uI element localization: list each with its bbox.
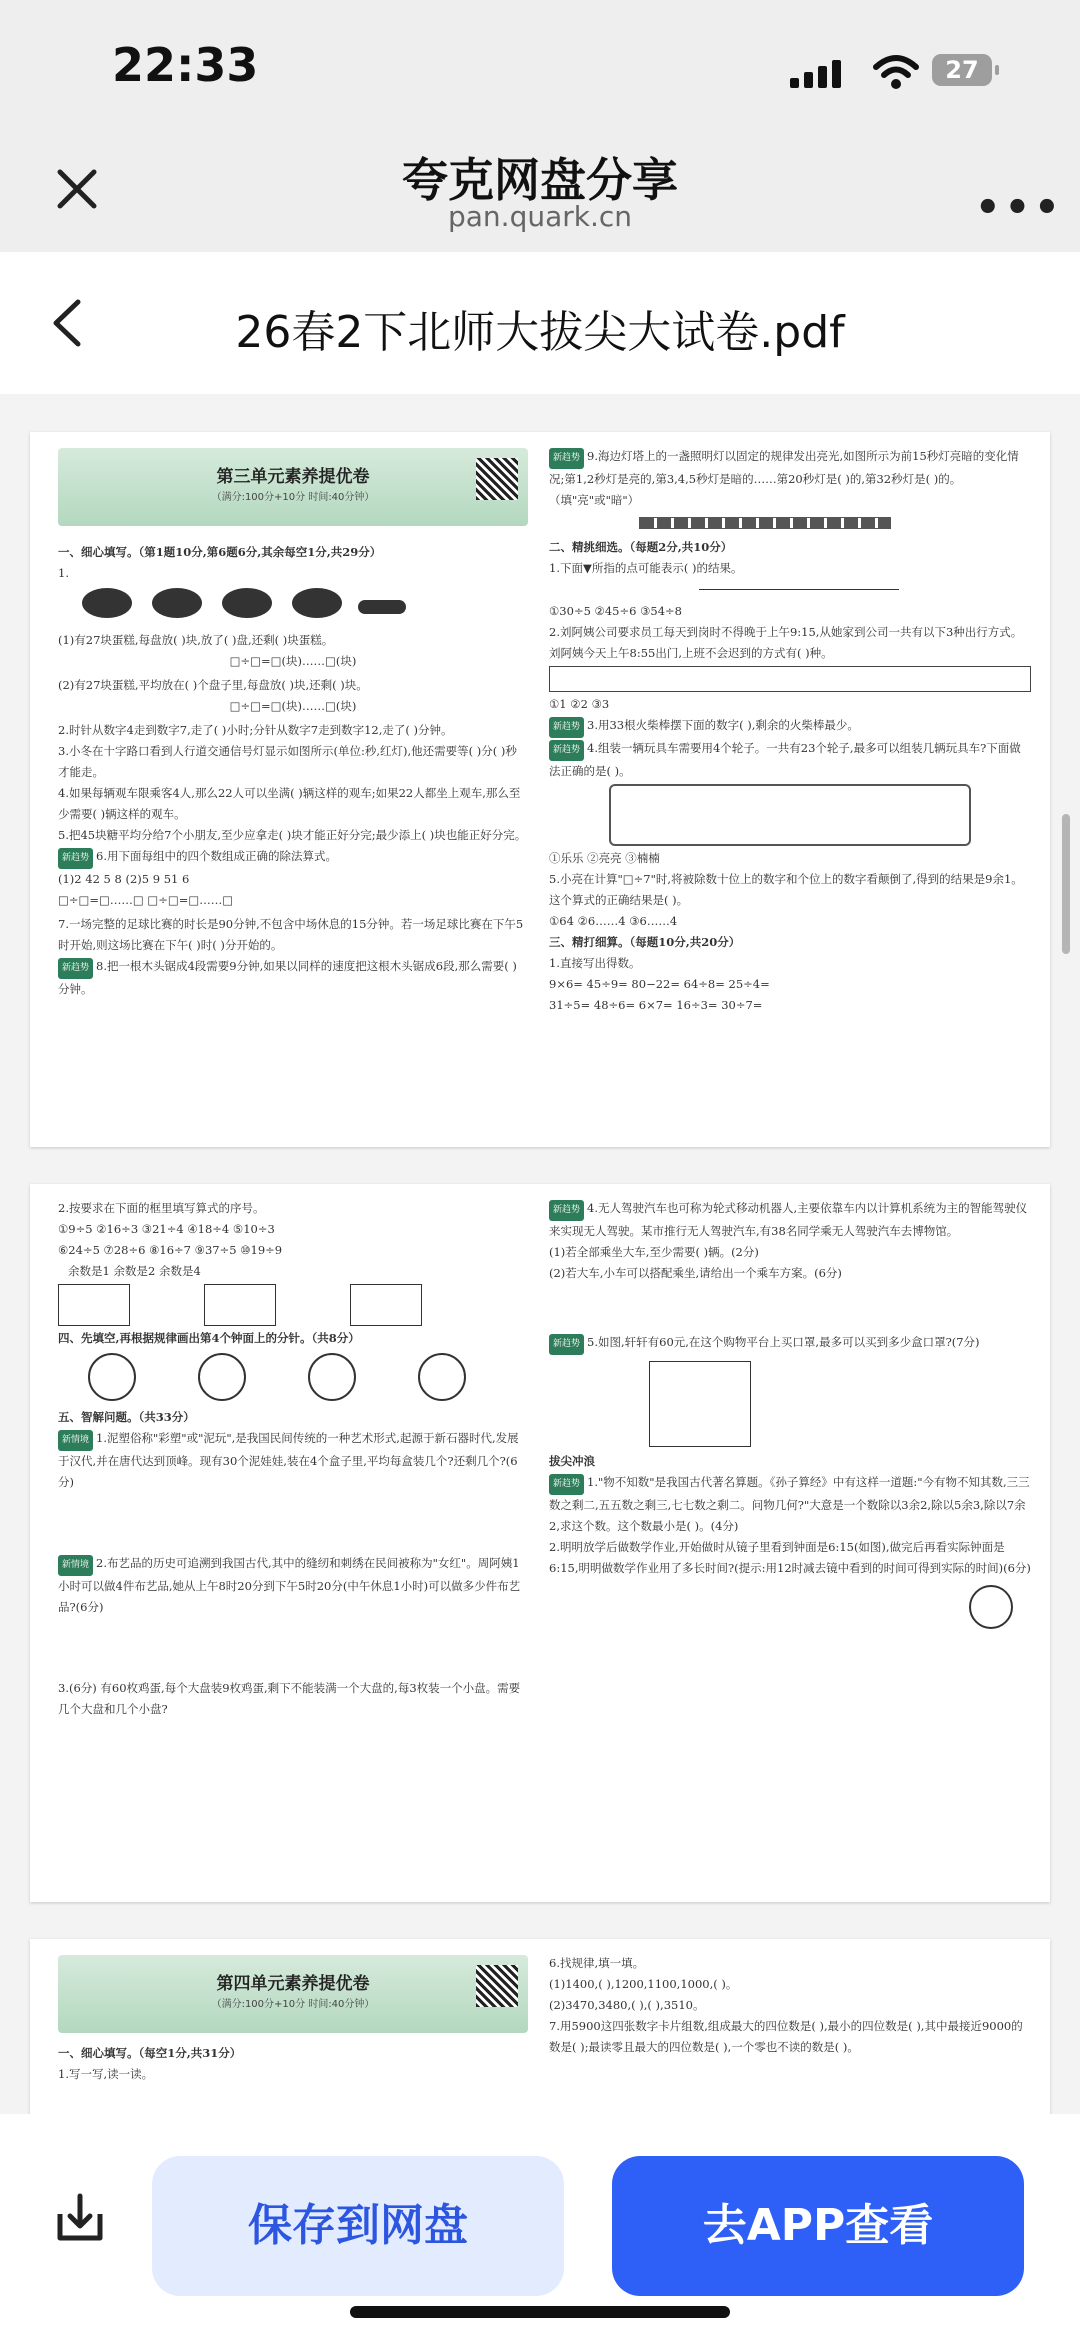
arithmetic-row: 31÷5= 48÷6= 6×7= 16÷3= 30÷7= — [549, 998, 763, 1012]
section-heading: 拔尖冲浪 — [549, 1454, 595, 1468]
question-list — [549, 446, 1031, 1016]
download-icon[interactable] — [52, 2190, 108, 2246]
page-banner — [58, 1955, 528, 2033]
tag-badge: 新情境 — [58, 1430, 93, 1451]
tag-badge: 新趋势 — [549, 1200, 584, 1221]
question: 5.把45块糖平均分给7个小朋友,至少应拿走( )块才能正好分完;最少添上( )块也能正好分完。 — [58, 828, 527, 842]
section-heading: 一、细心填写。（每空1分,共31分） — [58, 2046, 242, 2060]
section-heading: 二、精挑细选。（每题2分,共10分） — [549, 540, 733, 554]
question: 7.一场完整的足球比赛的时长是90分钟,不包含中场休息的15分钟。若一场足球比赛在下午5时开始,则这场比赛在下午( )时( )分开始的。 — [58, 917, 524, 952]
banner-title: 第四单元素养提优卷 — [216, 1974, 370, 1994]
equation-boxes: □÷□=□(块)……□(块) — [229, 654, 357, 668]
question: 新趋势 4.无人驾驶汽车也可称为轮式移动机器人,主要依靠车内以计算机系统为主的智能驾驶仪来实现无人驾驶。某市推行无人驾驶汽车,有38名同学乘无人驾驶汽车去博物馆。 — [549, 1201, 1028, 1238]
page-right-column — [545, 1184, 1050, 1902]
more-icon[interactable]: ••• — [975, 185, 1064, 231]
page-right-column — [545, 1939, 1050, 2114]
question: 2.时针从数字4走到数字7,走了( )小时;分针从数字7走到数字12,走了( )分钟。 — [58, 723, 453, 737]
question: 4.如果每辆观车限乘客4人,那么22人可以坐满( )辆这样的观车;如果22人都坐上观车,那么至少需要( )辆这样的观车。 — [58, 786, 521, 821]
tag-badge: 新趋势 — [58, 958, 93, 979]
question: 新趋势 9.海边灯塔上的一盏照明灯以固定的规律发出亮光,如图所示为前15秒灯亮暗的变化情况;第1,2秒灯是亮的,第3,4,5秒灯是暗的……第20秒灯是( )的,第32秒灯是( )的。（填"亮"或"暗"） — [549, 449, 1019, 507]
question: (2)3470,3480,( ),( ),3510。 — [549, 1998, 705, 2012]
page-left-column — [30, 1939, 535, 2114]
signal-icon — [790, 60, 846, 88]
section-heading: 一、细心填写。（第1题10分,第6题6分,其余每空1分,共29分） — [58, 545, 382, 559]
question: 2.刘阿姨公司要求员工每天到岗时不得晚于上午9:15,从她家到公司一共有以下3种出行方式。刘阿姨今天上午8:55出门,上班不会迟到的方式有( )种。 — [549, 625, 1023, 660]
qr-code-icon — [476, 1965, 518, 2007]
answer-options: ①64 ②6……4 ③6……4 — [549, 914, 678, 928]
cake-plates-image — [58, 584, 528, 630]
question: (1)1400,( ),1200,1100,1000,( )。 — [549, 1977, 738, 1991]
mirror-clock-image — [549, 1579, 1031, 1631]
clock: 22:33 — [112, 38, 259, 92]
question-list — [58, 542, 528, 1000]
question: 新趋势 8.把一根木头锯成4段需要9分钟,如果以同样的速度把这根木头锯成6段,那么需要( )分钟。 — [58, 959, 517, 996]
file-name: 26春2下北师大拔尖大试卷.pdf — [235, 307, 845, 358]
question: (1)2 42 5 8 (2)5 9 51 6 — [58, 872, 190, 886]
page-url: pan.quark.cn — [447, 200, 633, 233]
question-list — [58, 2043, 528, 2085]
qr-code-icon — [476, 458, 518, 500]
tag-badge: 新趋势 — [549, 717, 584, 738]
question-list — [549, 1198, 1031, 1631]
question: 新趋势 5.如图,轩轩有60元,在这个购物平台上买口罩,最多可以买到多少盒口罩?(7分) — [549, 1332, 1031, 1355]
question: 新趋势 3.用33根火柴棒摆下面的数字( ),剩余的火柴棒最少。 — [549, 715, 1031, 738]
answer-boxes — [58, 1282, 528, 1328]
tag-badge: 新情境 — [58, 1555, 93, 1576]
pdf-page — [30, 1184, 1050, 1902]
banner-subtitle: （满分:100分+10分 时间:40分钟） — [211, 492, 375, 503]
tag-badge: 新趋势 — [549, 448, 584, 469]
app-header — [0, 140, 1080, 252]
banner-title: 第三单元素养提优卷 — [216, 467, 370, 487]
question: (2)若大车,小车可以搭配乘坐,请给出一个乘车方案。(6分) — [549, 1266, 842, 1280]
question: 6.找规律,填一填。 — [549, 1956, 645, 1970]
table-image — [549, 666, 1031, 692]
box-labels: 余数是1 余数是2 余数是4 — [68, 1264, 201, 1278]
page-left-column — [30, 432, 535, 1147]
answer-options: ①9÷5 ②16÷3 ③21÷4 ④18÷4 ⑤10÷3 — [58, 1222, 275, 1236]
save-to-drive-button[interactable]: 保存到网盘 — [152, 2156, 564, 2296]
bottom-action-bar — [0, 2114, 1080, 2337]
question: (1)有27块蛋糕,每盘放( )块,放了( )盘,还剩( )块蛋糕。 — [58, 633, 334, 647]
question: 3.小冬在十字路口看到人行道交通信号灯显示如图所示(单位:秒,红灯),他还需要等( )分( )秒才能走。 — [58, 744, 517, 779]
arithmetic-row: 9×6= 45÷9= 80−22= 64÷8= 25÷4= — [549, 977, 770, 991]
question: 1.直接写出得数。 — [549, 956, 641, 970]
question: 新趋势 1."物不知数"是我国古代著名算题。《孙子算经》中有这样一道题:"今有物不知其数,三三数之剩二,五五数之剩三,七七数之剩二。问物几何?"大意是一个数除以3余2,除以5余3,除以7余2,求这个数。这个数最小是( )。(4分) — [549, 1475, 1030, 1533]
battery-icon: 27 — [932, 54, 992, 86]
section-heading: 四、先填空,再根据规律画出第4个钟面上的分针。（共8分） — [58, 1331, 360, 1345]
question: 2.明明放学后做数学作业,开始做时从镜子里看到钟面是6:15(如图),做完后再看实际钟面是6:15,明明做数学作业用了多长时间?(提示:用12时减去镜中看到的时间可得到实际的时间)(6分) — [549, 1540, 1031, 1575]
pdf-viewer[interactable] — [0, 394, 1080, 2114]
answer-options: ⑥24÷5 ⑦28÷6 ⑧16÷7 ⑨37÷5 ⑩19÷9 — [58, 1243, 283, 1257]
question-list — [549, 1953, 1031, 2058]
tag-badge: 新趋势 — [549, 740, 584, 761]
page-title: 夸克网盘分享 — [402, 153, 678, 207]
section-heading: 五、智解问题。（共33分） — [58, 1410, 195, 1424]
question: 3.(6分) 有60枚鸡蛋,每个大盘装9枚鸡蛋,剩下不能装满一个大盘的,每3枚装一个小盘。需要几个大盘和几个小盘? — [58, 1681, 521, 1716]
wifi-icon — [872, 55, 920, 91]
calculation-box-image — [609, 784, 971, 846]
question: 新情境 1.泥塑俗称"彩塑"或"泥玩",是我国民间传统的一种艺术形式,起源于新石器时代,发展于汉代,并在唐代达到顶峰。现有30个泥娃娃,装在4个盒子里,平均每盒装几个?还剩几个?(6分) — [58, 1431, 519, 1489]
page-right-column — [545, 432, 1050, 1147]
question: (2)有27块蛋糕,平均放在( )个盘子里,每盘放( )块,还剩( )块。 — [58, 678, 368, 692]
page-left-column — [30, 1184, 535, 1902]
question: 新趋势 4.组装一辆玩具车需要用4个轮子。一共有23个轮子,最多可以组装几辆玩具车?下面做法正确的是( )。 — [549, 741, 1021, 778]
status-bar — [0, 0, 1080, 140]
light-sequence-image — [549, 511, 1031, 537]
question: 2.按要求在下面的框里填写算式的序号。 — [58, 1201, 265, 1215]
answer-options: ①乐乐 ②亮亮 ③楠楠 — [549, 851, 660, 865]
question-list — [58, 1198, 528, 1720]
scrollbar[interactable] — [1062, 814, 1070, 954]
question: 7.用5900这四张数字卡片组数,组成最大的四位数是( ),最小的四位数是( ),其中最接近9000的数是( );最读零且最大的四位数是( ),一个零也不读的数是( )。 — [549, 2019, 1023, 2054]
pdf-page — [30, 1939, 1050, 2114]
question: 1. — [58, 566, 69, 580]
question: 新趋势 6.用下面每组中的四个数组成正确的除法算式。 — [58, 846, 528, 869]
section-heading: 三、精打细算。（每题10分,共20分） — [549, 935, 741, 949]
vehicles-image — [549, 1284, 1031, 1332]
answer-options: ①30÷5 ②45÷6 ③54÷8 — [549, 604, 682, 618]
question: 5.小亮在计算"□÷7"时,将被除数十位上的数字和个位上的数字看颠倒了,得到的结果是9余1。这个算式的正确结果是( )。 — [549, 872, 1023, 907]
answer-options: ①1 ②2 ③3 — [549, 697, 610, 711]
question: 1.写一写,读一读。 — [58, 2067, 154, 2081]
tag-badge: 新趋势 — [58, 848, 93, 869]
question: (1)若全部乘坐大车,至少需要( )辆。(2分) — [549, 1245, 759, 1259]
tag-badge: 新趋势 — [549, 1474, 584, 1495]
page-banner — [58, 448, 528, 526]
open-in-app-button[interactable]: 去APP查看 — [612, 2156, 1024, 2296]
banner-subtitle: （满分:100分+10分 时间:40分钟） — [211, 1999, 375, 2010]
pdf-page — [30, 432, 1050, 1147]
equation-boxes: □÷□=□……□ □÷□=□……□ — [58, 893, 234, 907]
question: 新情境 2.布艺品的历史可追溯到我国古代,其中的缝纫和刺绣在民间被称为"女红"。周阿姨1小时可以做4件布艺品,她从上午8时20分到下午5时20分(中午休息1小时)可以做多少件布艺品?(6分) — [58, 1556, 521, 1614]
question: 1.下面▼所指的点可能表示( )的结果。 — [549, 561, 743, 575]
home-indicator — [350, 2306, 730, 2318]
number-line-image — [549, 579, 1031, 601]
mask-box-image — [549, 1355, 1031, 1451]
tag-badge: 新趋势 — [549, 1334, 584, 1355]
equation-boxes: □÷□=□(块)……□(块) — [229, 699, 357, 713]
file-bar — [0, 252, 1080, 394]
clock-faces-image — [58, 1349, 528, 1407]
